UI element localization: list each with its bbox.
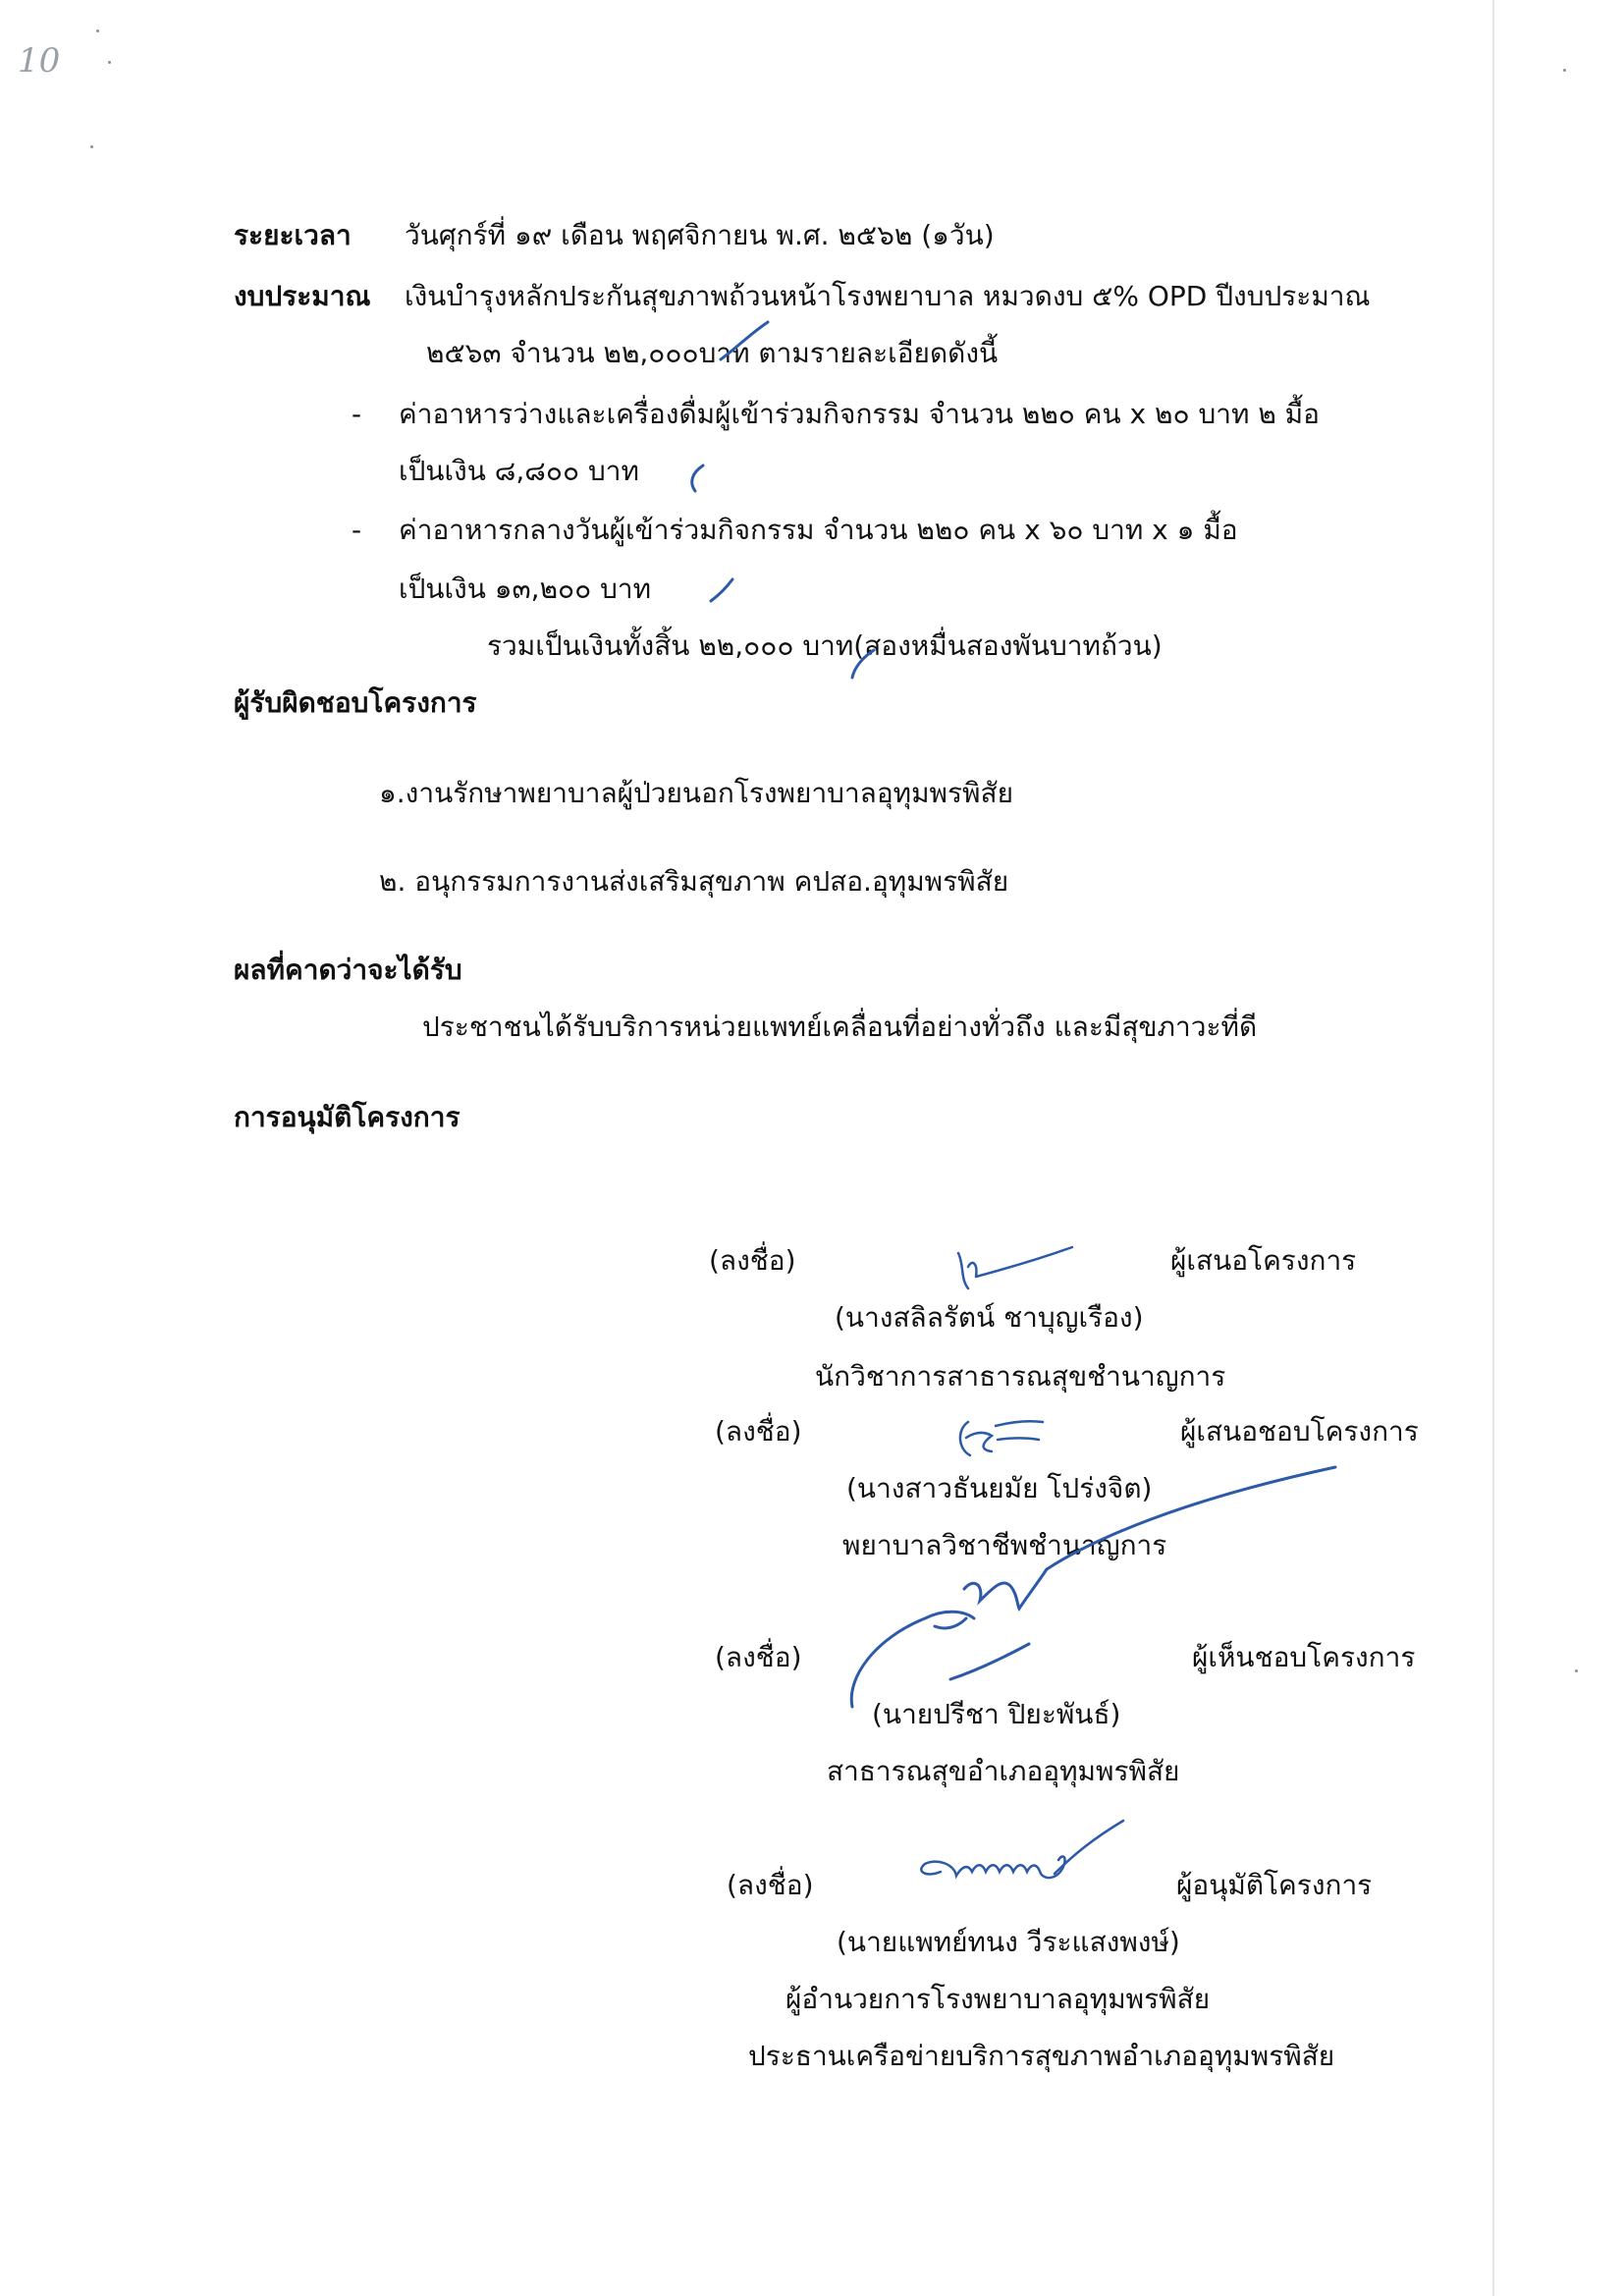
scan-speck	[108, 61, 111, 64]
signature-icon	[947, 1239, 1084, 1298]
sign-role: ผู้อนุมัติโครงการ	[1176, 1869, 1373, 1901]
check-mark-icon	[842, 644, 882, 683]
expected-text: ประชาชนได้รับบริการหน่วยแพทย์เคลื่อนที่อย่างทั่วถึง และมีสุขภาวะที่ดี	[422, 1011, 1258, 1043]
sign-role: ผู้เสนอโครงการ	[1170, 1244, 1357, 1277]
page-number: 10	[18, 41, 61, 81]
signer-title: สาธารณสุขอำเภออุทุมพรพิสัย	[827, 1755, 1180, 1787]
budget-line-1: เงินบำรุงหลักประกันสุขภาพถ้วนหน้าโรงพยาบาล หมวดงบ ๕% OPD ปีงบประมาณ	[405, 280, 1371, 312]
scan-speck	[1575, 1669, 1578, 1672]
budget-item-bullet: -	[352, 514, 362, 546]
signer-title: ประธานเครือข่ายบริการสุขภาพอำเภออุทุมพรพิสัย	[748, 2040, 1335, 2072]
signature-icon	[907, 1815, 1133, 1903]
signer-title: นักวิชาการสาธารณสุขชำนาญการ	[815, 1360, 1226, 1393]
page-edge	[1492, 0, 1494, 2296]
budget-line-2: ๒๕๖๓ จำนวน ๒๒,๐๐๐บาท ตามรายละเอียดดังนี้	[426, 337, 999, 369]
signature-icon	[837, 1461, 1347, 1717]
responsible-heading: ผู้รับผิดชอบโครงการ	[234, 686, 477, 719]
budget-item-2-line-2: เป็นเงิน ๑๓,๒๐๐ บาท	[399, 573, 652, 605]
signer-title: ผู้อำนวยการโรงพยาบาลอุทุมพรพิสัย	[785, 1983, 1211, 2015]
budget-item-bullet: -	[352, 398, 362, 430]
signer-name: (นางสาวธันยมัย โปร่งจิต)	[846, 1472, 1153, 1504]
check-mark-icon	[717, 316, 776, 365]
responsible-item-2: ๒. อนุกรรมการงานส่งเสริมสุขภาพ คปสอ.อุทุมพรพิสัย	[379, 865, 1009, 898]
sign-label: (ลงชื่อ)	[727, 1869, 814, 1901]
signature-icon	[948, 1410, 1056, 1469]
check-mark-icon	[705, 574, 740, 609]
scan-speck	[1563, 69, 1566, 72]
responsible-item-1: ๑.งานรักษาพยาบาลผู้ป่วยนอกโรงพยาบาลอุทุมพรพิสัย	[379, 777, 1014, 809]
schedule-label: ระยะเวลา	[234, 219, 352, 251]
budget-total: รวมเป็นเงินทั้งสิ้น ๒๒,๐๐๐ บาท(สองหมื่นสองพันบาทถ้วน)	[487, 629, 1163, 662]
schedule-value: วันศุกร์ที่ ๑๙ เดือน พฤศจิกายน พ.ศ. ๒๕๖๒ (๑วัน)	[405, 219, 995, 251]
sign-label: (ลงชื่อ)	[715, 1641, 802, 1673]
scan-speck	[90, 145, 93, 148]
signer-name: (นางสลิลรัตน์ ชาบุญเรือง)	[835, 1301, 1144, 1334]
sign-label: (ลงชื่อ)	[709, 1244, 796, 1277]
approval-heading: การอนุมัติโครงการ	[234, 1101, 460, 1133]
budget-item-2-line-1: ค่าอาหารกลางวันผู้เข้าร่วมกิจกรรม จำนวน ๒๒๐ คน x ๖๐ บาท x ๑ มื้อ	[399, 514, 1238, 546]
budget-label: งบประมาณ	[234, 280, 371, 312]
signer-name: (นายปรีชา ปิยะพันธ์)	[872, 1698, 1121, 1730]
check-mark-icon	[681, 462, 717, 497]
budget-item-1-line-1: ค่าอาหารว่างและเครื่องดื่มผู้เข้าร่วมกิจกรรม จำนวน ๒๒๐ คน x ๒๐ บาท ๒ มื้อ	[399, 398, 1320, 430]
expected-heading: ผลที่คาดว่าจะได้รับ	[234, 954, 462, 986]
sign-role: ผู้เสนอชอบโครงการ	[1180, 1415, 1419, 1448]
scan-speck	[96, 29, 99, 32]
signer-title: พยาบาลวิชาชีพชำนาญการ	[842, 1529, 1167, 1561]
sign-label: (ลงชื่อ)	[715, 1415, 802, 1448]
signer-name: (นายแพทย์ทนง วีระแสงพงษ์)	[837, 1926, 1180, 1958]
sign-role: ผู้เห็นชอบโครงการ	[1192, 1641, 1416, 1673]
budget-item-1-line-2: เป็นเงิน ๘,๘๐๐ บาท	[399, 455, 639, 487]
